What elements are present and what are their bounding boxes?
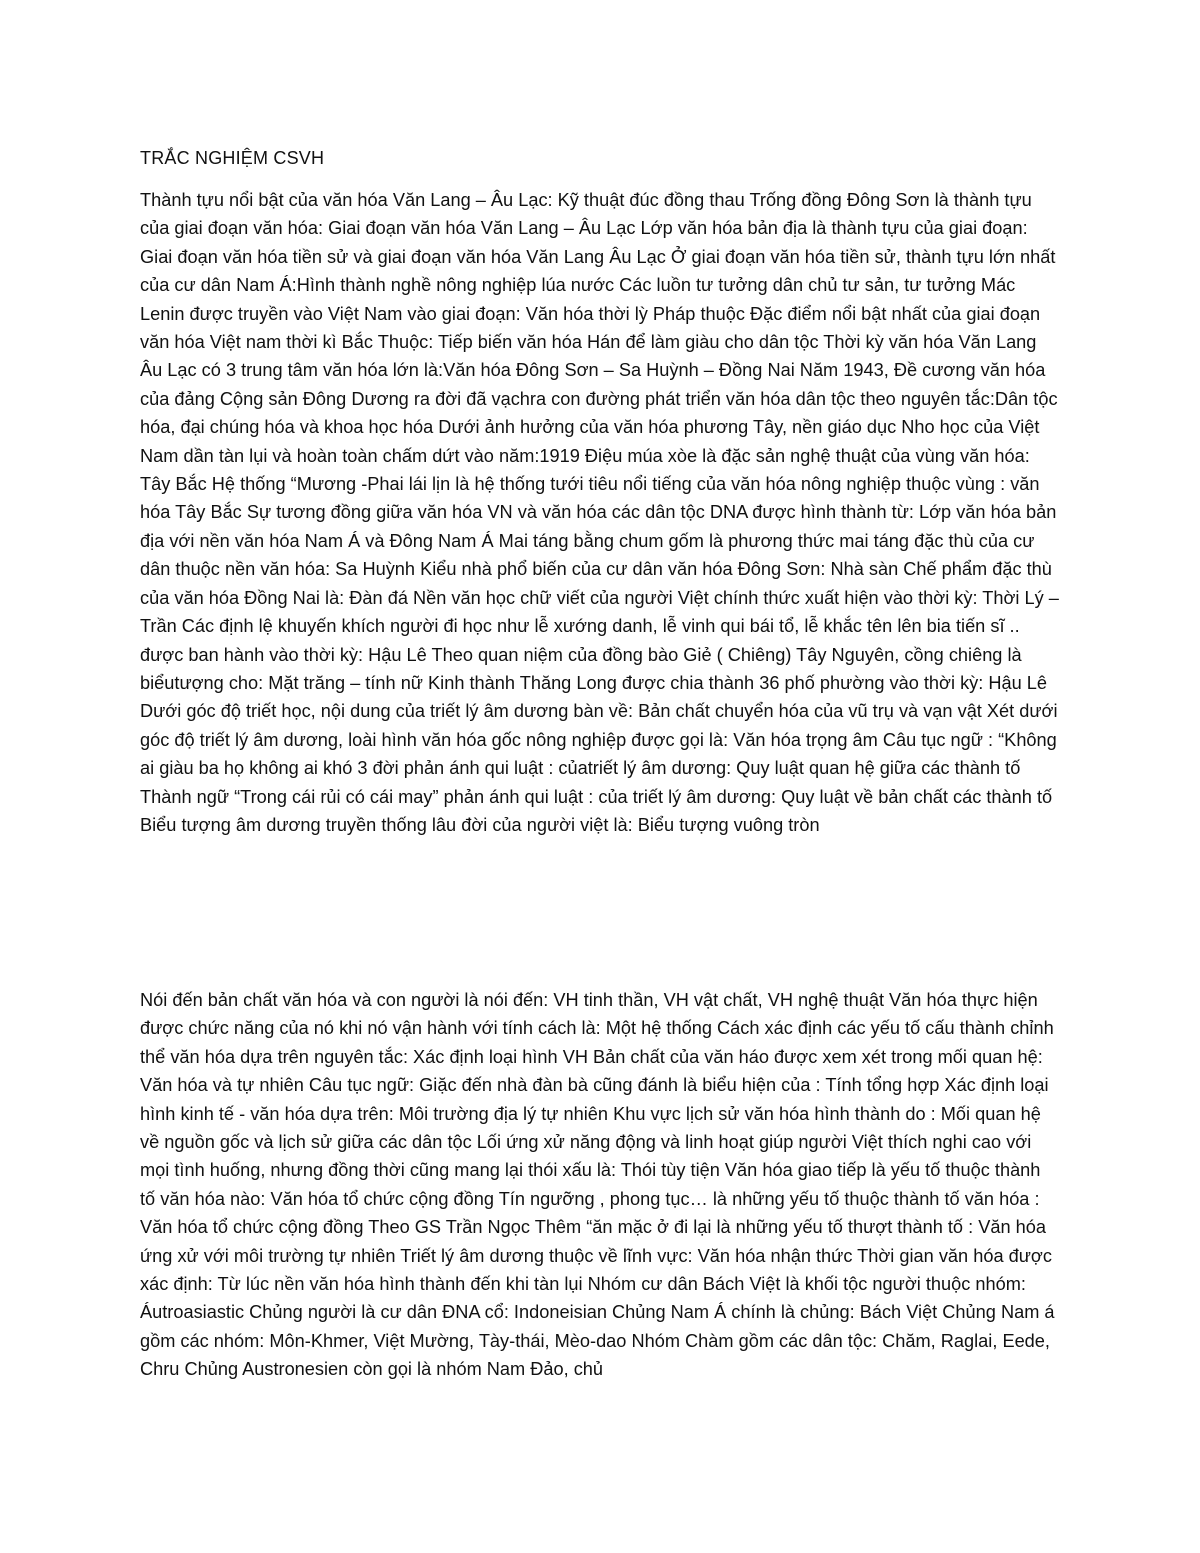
document-title: TRẮC NGHIỆM CSVH [140,148,325,168]
paragraph-history: Thành tựu nổi bật của văn hóa Văn Lang – Âu Lạc: Kỹ thuật đúc đồng thau Trống đồng Đông Sơn là thành tựu của giai đoạn văn hóa: Giai đoạn văn hóa Văn Lang – Âu Lạc Lớp văn hóa bản địa là thành tựu của giai đoạn: Giai đoạn văn hóa tiền sử và giai đoạn văn hóa Văn Lang Âu Lạc Ở giai đoạn văn hóa tiền sử, thành tựu lớn nhất của cư dân Nam Á:Hình thành nghề nông nghiệp lúa nước Các luồn tư tưởng dân chủ tư sản, tư tưởng Mác Lenin được truyền vào Việt Nam vào giai đoạn: Văn hóa thời lỳ Pháp thuộc Đặc điểm nổi bật nhất của giai đoạn văn hóa Việt nam thời kì Bắc Thuộc: Tiếp biến văn hóa Hán để làm giàu cho dân tộc Thời kỳ văn hóa Văn Lang Âu Lạc có 3 trung tâm văn hóa lớn là:Văn hóa Đông Sơn – Sa Huỳnh – Đồng Nai Năm 1943, Đề cương văn hóa của đảng Cộng sản Đông Dương ra đời đã vạchra con đường phát triển văn hóa dân tộc theo nguyên tắc:Dân tộc hóa, đại chúng hóa và khoa học hóa Dưới ảnh hưởng của văn hóa phương Tây, nền giáo dục Nho học của Việt Nam dần tàn lụi và hoàn toàn chấm dứt vào năm:1919 Điệu múa xòe là đặc sản nghệ thuật của vùng văn hóa: Tây Bắc Hệ thống “Mương -Phai lái lịn là hệ thống tưới tiêu nổi tiếng của văn hóa nông nghiệp thuộc vùng : văn hóa Tây Bắc Sự tương đồng giữa văn hóa VN và văn hóa các dân tộc DNA được hình thành từ: Lớp văn hóa bản địa với nền văn hóa Nam Á và Đông Nam Á Mai táng bằng chum gốm là phương thức mai táng đặc thù của cư dân thuộc nền văn hóa: Sa Huỳnh Kiểu nhà phổ biến của cư dân văn hóa Đông Sơn: Nhà sàn Chế phẩm đặc thù của văn hóa Đồng Nai là: Đàn đá Nền văn học chữ viết của người Việt chính thức xuất hiện vào thời kỳ: Thời Lý – Trần Các định lệ khuyến khích người đi học như lễ xướng danh, lễ vinh qui bái tổ, lễ khắc tên lên bia tiến sĩ .. được ban hành vào thời kỳ: Hậu Lê Theo quan niệm của đồng bào Giẻ ( Chiêng) Tây Nguyên, cồng chiêng là biểutượng cho: Mặt trăng – tính nữ Kinh thành Thăng Long được chia thành 36 phố phường vào thời kỳ: Hậu Lê Dưới góc độ triết học, nội dung của triết lý âm dương bàn về: Bản chất chuyển hóa của vũ trụ và vạn vật Xét dưới góc độ triết lý âm dương, loài hình văn hóa gốc nông nghiệp được gọi là: Văn hóa trọng âm Câu tục ngữ : “Không ai giàu ba họ không ai khó 3 đời phản ánh qui luật : củatriết lý âm dương: Quy luật quan hệ giữa các thành tố Thành ngữ “Trong cái rủi có cái may” phản ánh qui luật : của triết lý âm dương: Quy luật về bản chất các thành tố Biểu tượng âm dương truyền thống lâu đời của người việt là: Biểu tượng vuông tròn [140,190,1059,835]
paragraph-nature: Nói đến bản chất văn hóa và con người là nói đến: VH tinh thần, VH vật chất, VH nghệ thuật Văn hóa thực hiện được chức năng của nó khi nó vận hành với tính cách là: Một hệ thống Cách xác định các yếu tố cấu thành chỉnh thể văn hóa dựa trên nguyên tắc: Xác định loại hình VH Bản chất của văn háo được xem xét trong mối quan hệ: Văn hóa và tự nhiên Câu tục ngữ: Giặc đến nhà đàn bà cũng đánh là biểu hiện của : Tính tổng hợp Xác định loại hình kinh tế - văn hóa dựa trên: Môi trường địa lý tự nhiên Khu vực lịch sử văn hóa hình thành do : Mối quan hệ về nguồn gốc và lịch sử giữa các dân tộc Lối ứng xử năng động và linh hoạt giúp người Việt thích nghi cao với mọi tình huống, nhưng đồng thời cũng mang lại thói xấu là: Thói tùy tiện Văn hóa giao tiếp là yếu tố thuộc thành tố văn hóa nào: Văn hóa tổ chức cộng đồng Tín ngưỡng , phong tục… là những yếu tố thuộc thành tố văn hóa : Văn hóa tổ chức cộng đồng Theo GS Trần Ngọc Thêm “ăn mặc ở đi lại là những yếu tố thượt thành tố : Văn hóa ứng xử với môi trường tự nhiên Triết lý âm dương thuộc về lĩnh vực: Văn hóa nhận thức Thời gian văn hóa được xác định: Từ lúc nền văn hóa hình thành đến khi tàn lụi Nhóm cư dân Bách Việt là khối tộc người thuộc nhóm: Áutroasiastic Chủng người là cư dân ĐNA cổ: Indoneisian Chủng Nam Á chính là chủng: Bách Việt Chủng Nam á gồm các nhóm: Môn-Khmer, Việt Mường, Tày-thái, Mèo-dao Nhóm Chàm gồm các dân tộc: Chăm, Raglai, Eede, Chru Chủng Austronesien còn gọi là nhóm Nam Đảo, chủ [140,990,1055,1380]
